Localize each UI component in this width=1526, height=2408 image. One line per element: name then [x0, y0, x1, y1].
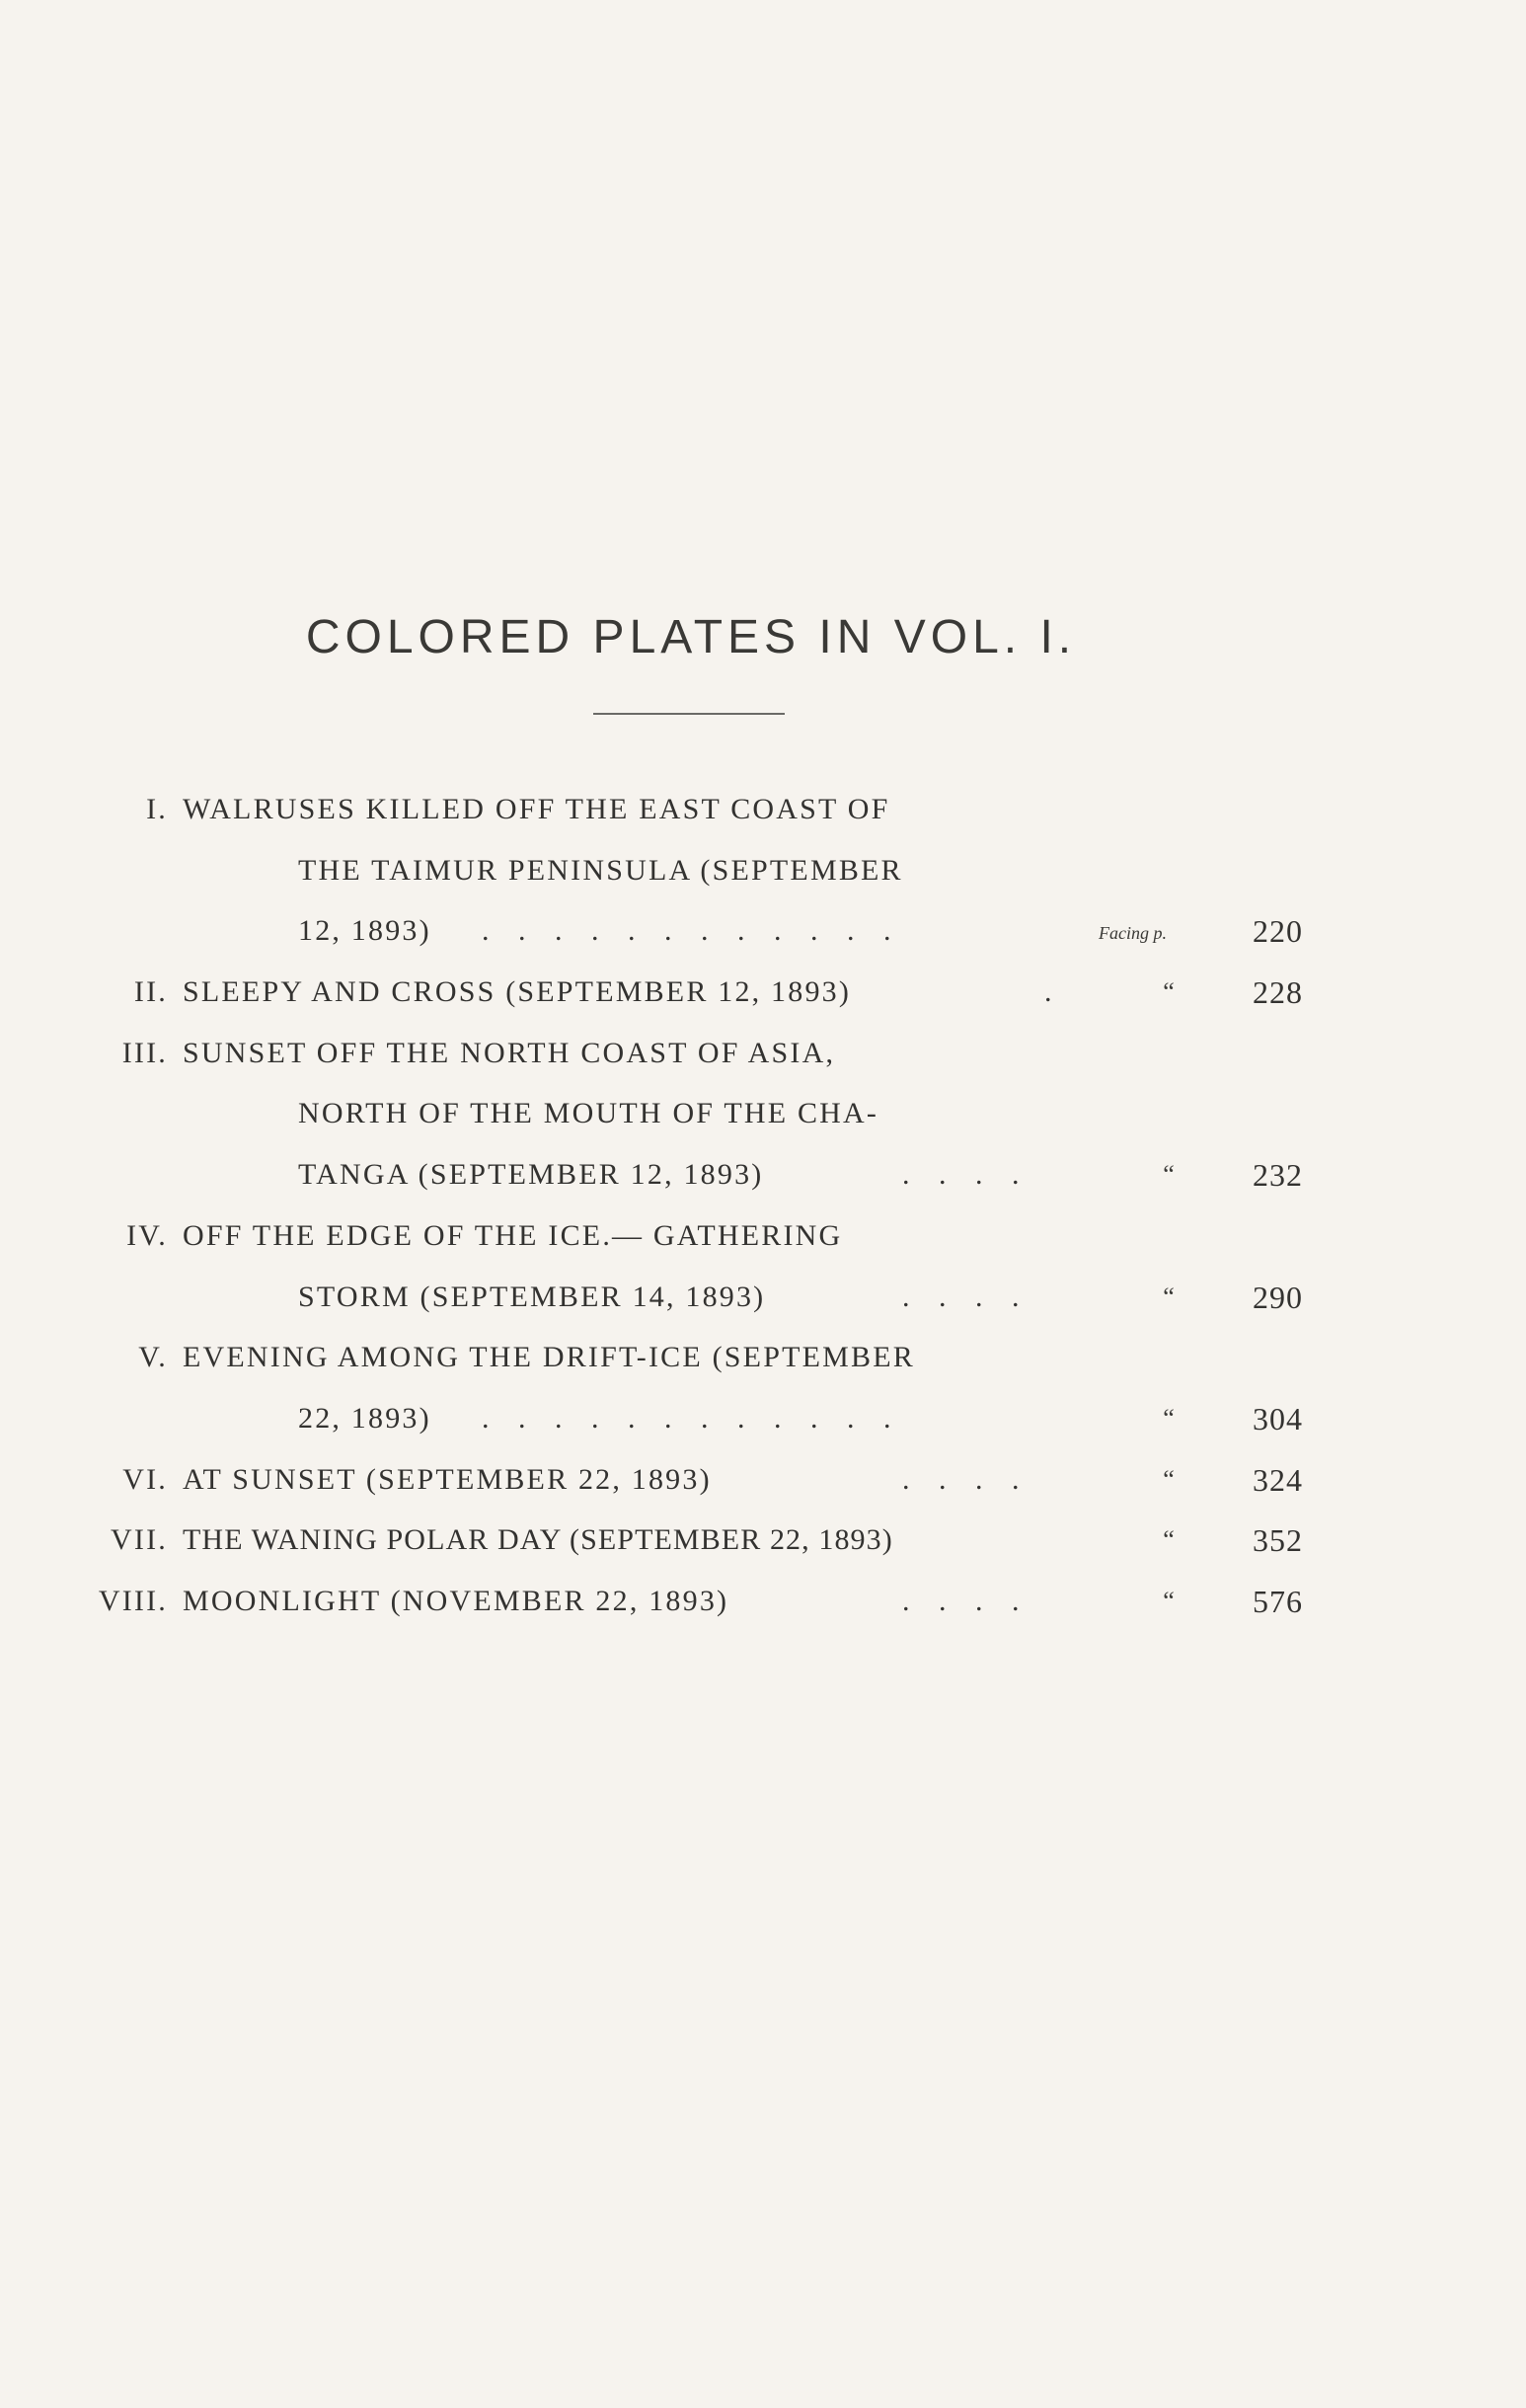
plate-title-line: THE WANING POLAR DAY (SEPTEMBER 22, 1893) [183, 1523, 893, 1556]
facing-label: Facing p. [1099, 923, 1167, 943]
plate-numeral: II. [133, 975, 168, 1008]
plate-title-line: 12, 1893) [298, 914, 431, 947]
plate-title-line: NORTH OF THE MOUTH OF THE CHA- [298, 1097, 879, 1129]
plate-title-line: SLEEPY AND CROSS (SEPTEMBER 12, 1893) [183, 975, 852, 1008]
plate-title-line: THE TAIMUR PENINSULA (SEPTEMBER [298, 854, 903, 887]
plate-title-line: MOONLIGHT (NOVEMBER 22, 1893) [183, 1585, 729, 1617]
plate-title-line: OFF THE EDGE OF THE ICE.— GATHERING [183, 1219, 843, 1252]
leader-dots: . . . . [902, 1158, 1030, 1191]
ditto-mark: “ [1163, 1282, 1175, 1311]
plate-title-line: WALRUSES KILLED OFF THE EAST COAST OF [183, 793, 890, 825]
ditto-mark: “ [1163, 1587, 1175, 1615]
page-number: 220 [1253, 913, 1303, 949]
plate-numeral: IV. [126, 1219, 168, 1252]
plate-numeral: VI. [122, 1463, 168, 1496]
plate-numeral: VII. [111, 1523, 168, 1556]
ditto-mark: “ [1163, 1525, 1175, 1554]
ditto-mark: “ [1163, 1404, 1175, 1433]
plate-title-line: STORM (SEPTEMBER 14, 1893) [298, 1281, 766, 1313]
ditto-mark: “ [1163, 977, 1175, 1006]
page-number: 576 [1253, 1584, 1303, 1619]
page-title: COLORED PLATES IN VOL. I. [305, 611, 1077, 664]
page-number: 352 [1253, 1522, 1303, 1558]
leader-dots: . . . . [902, 1585, 1030, 1617]
plate-numeral: III. [121, 1037, 168, 1069]
page-number: 304 [1253, 1401, 1303, 1437]
title-rule [593, 713, 785, 715]
ditto-mark: “ [1163, 1160, 1175, 1189]
leader-dots: . . . . [902, 1463, 1030, 1496]
plate-numeral: I. [146, 793, 168, 825]
plate-title-line: AT SUNSET (SEPTEMBER 22, 1893) [183, 1463, 712, 1496]
page-number: 324 [1253, 1462, 1303, 1498]
page-number: 228 [1253, 974, 1303, 1010]
page-number: 290 [1253, 1280, 1303, 1315]
plate-numeral: V. [138, 1341, 168, 1373]
page-number: 232 [1253, 1157, 1303, 1193]
leader-dots: . . . . . . . . . . . . [482, 914, 902, 947]
plate-title-line: EVENING AMONG THE DRIFT-ICE (SEPTEMBER [183, 1341, 915, 1373]
plate-title-line: SUNSET OFF THE NORTH COAST OF ASIA, [183, 1037, 836, 1069]
plate-numeral: VIII. [98, 1585, 168, 1617]
leader-dots: . . . . . . . . . . . . [482, 1402, 902, 1435]
ditto-mark: “ [1163, 1465, 1175, 1494]
leader-dots: . . . . [902, 1281, 1030, 1313]
leader-dots: . [1044, 975, 1063, 1008]
plate-title-line: TANGA (SEPTEMBER 12, 1893) [298, 1158, 764, 1191]
plate-title-line: 22, 1893) [298, 1402, 431, 1435]
